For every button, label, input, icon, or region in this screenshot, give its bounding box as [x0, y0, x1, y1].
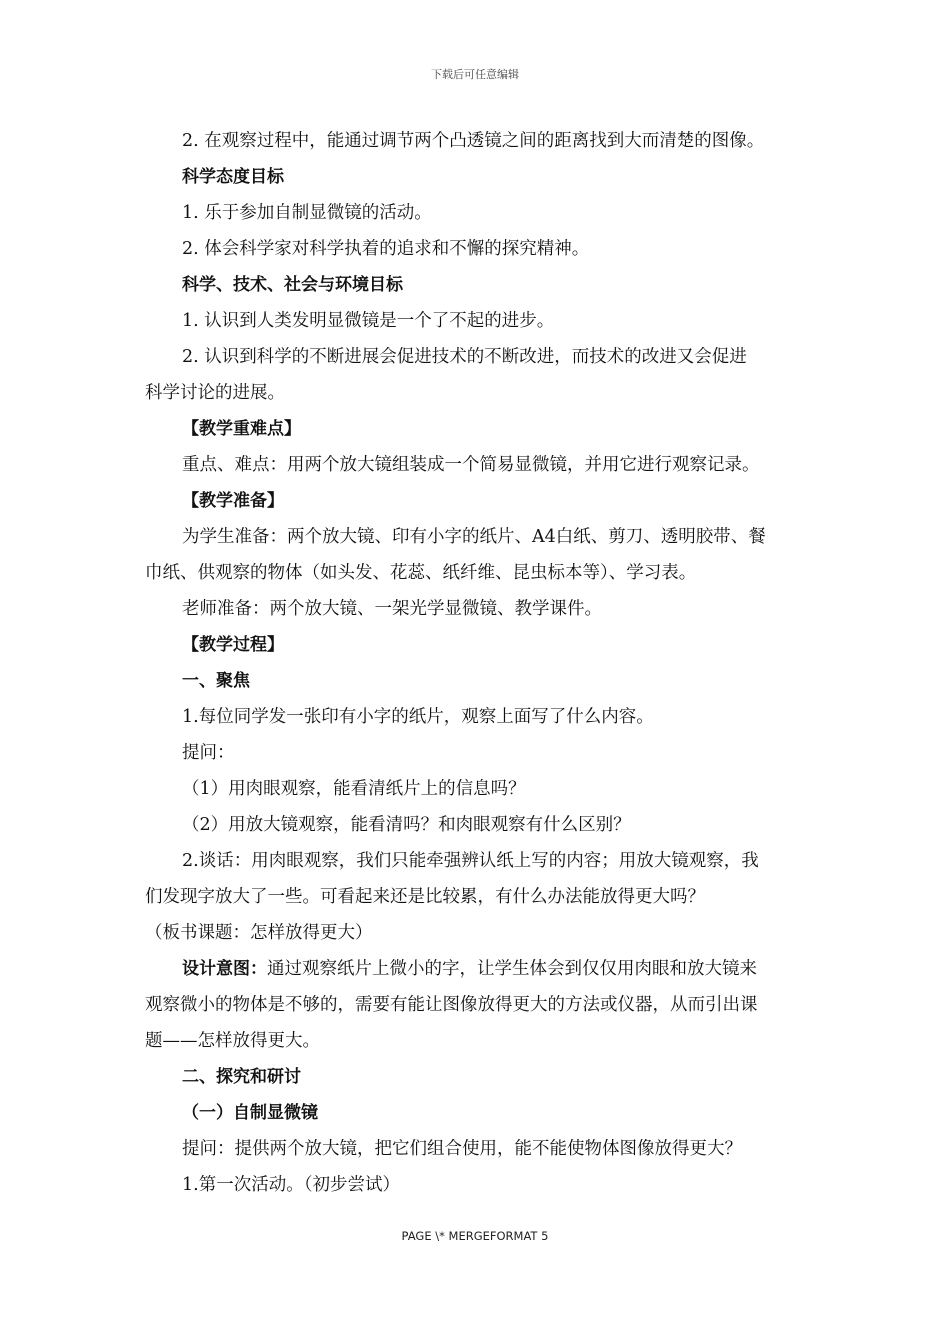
paragraph-line: （板书课题：怎样放得更大） [145, 923, 373, 943]
paragraph-line: 1.第一次活动。（初步尝试） [182, 1175, 400, 1195]
page-header: 下载后可任意编辑 [431, 68, 519, 81]
objective-line: 1. 认识到人类发明显微镜是一个了不起的进步。 [182, 311, 555, 331]
paragraph-line-continued: 题——怎样放得更大。 [145, 1031, 320, 1051]
document-body [145, 123, 817, 1203]
objective-line-continued: 科学讨论的进展。 [145, 383, 285, 403]
question-line: （1）用肉眼观察，能看清纸片上的信息吗？ [182, 779, 526, 799]
paragraph-line: 1.每位同学发一张印有小字的纸片，观察上面写了什么内容。 [182, 707, 654, 727]
section-heading: 【教学过程】 [182, 635, 284, 655]
subsection-heading: （一）自制显微镜 [182, 1103, 318, 1123]
paragraph-line: 提问： [182, 743, 235, 763]
section-heading: 科学、技术、社会与环境目标 [182, 275, 403, 295]
paragraph-line: 提问：提供两个放大镜，把它们组合使用，能不能使物体图像放得更大？ [182, 1139, 742, 1159]
section-heading: 【教学重难点】 [182, 419, 301, 439]
objective-line: 2. 在观察过程中，能通过调节两个凸透镜之间的距离找到大而清楚的图像。 [182, 131, 765, 151]
subsection-heading: 一、聚焦 [182, 671, 250, 691]
objective-line: 2. 体会科学家对科学执着的追求和不懈的探究精神。 [182, 239, 590, 259]
paragraph-line-continued: 观察微小的物体是不够的，需要有能让图像放得更大的方法或仪器，从而引出课 [145, 995, 758, 1015]
design-intent-line [145, 951, 817, 987]
section-heading: 【教学准备】 [182, 491, 284, 511]
question-line: （2）用放大镜观察，能看清吗？和肉眼观察有什么区别？ [182, 815, 631, 835]
objective-line: 2. 认识到科学的不断进展会促进技术的不断改进，而技术的改进又会促进 [182, 347, 747, 367]
objective-line: 1. 乐于参加自制显微镜的活动。 [182, 203, 432, 223]
paragraph-line: 老师准备：两个放大镜、一架光学显微镜、教学课件。 [182, 599, 602, 619]
subsection-heading: 二、探究和研讨 [182, 1067, 301, 1087]
design-intent-label: 设计意图： [182, 959, 267, 979]
paragraph-line: 为学生准备：两个放大镜、印有小字的纸片、A4白纸、剪刀、透明胶带、餐 [182, 527, 766, 547]
paragraph-line: 重点、难点：用两个放大镜组装成一个简易显微镜，并用它进行观察记录。 [182, 455, 760, 475]
paragraph-line-continued: 巾纸、供观察的物体（如头发、花蕊、纸纤维、昆虫标本等）、学习表。 [145, 563, 697, 583]
design-intent-text: 通过观察纸片上微小的字，让学生体会到仅仅用肉眼和放大镜来 [267, 959, 757, 979]
section-heading: 科学态度目标 [182, 167, 284, 187]
paragraph-line: 2.谈话：用肉眼观察，我们只能牵强辨认纸上写的内容；用放大镜观察，我 [182, 851, 759, 871]
paragraph-line-continued: 们发现字放大了一些。可看起来还是比较累，有什么办法能放得更大吗？ [145, 887, 705, 907]
page-footer: PAGE \* MERGEFORMAT 5 [401, 1229, 549, 1243]
